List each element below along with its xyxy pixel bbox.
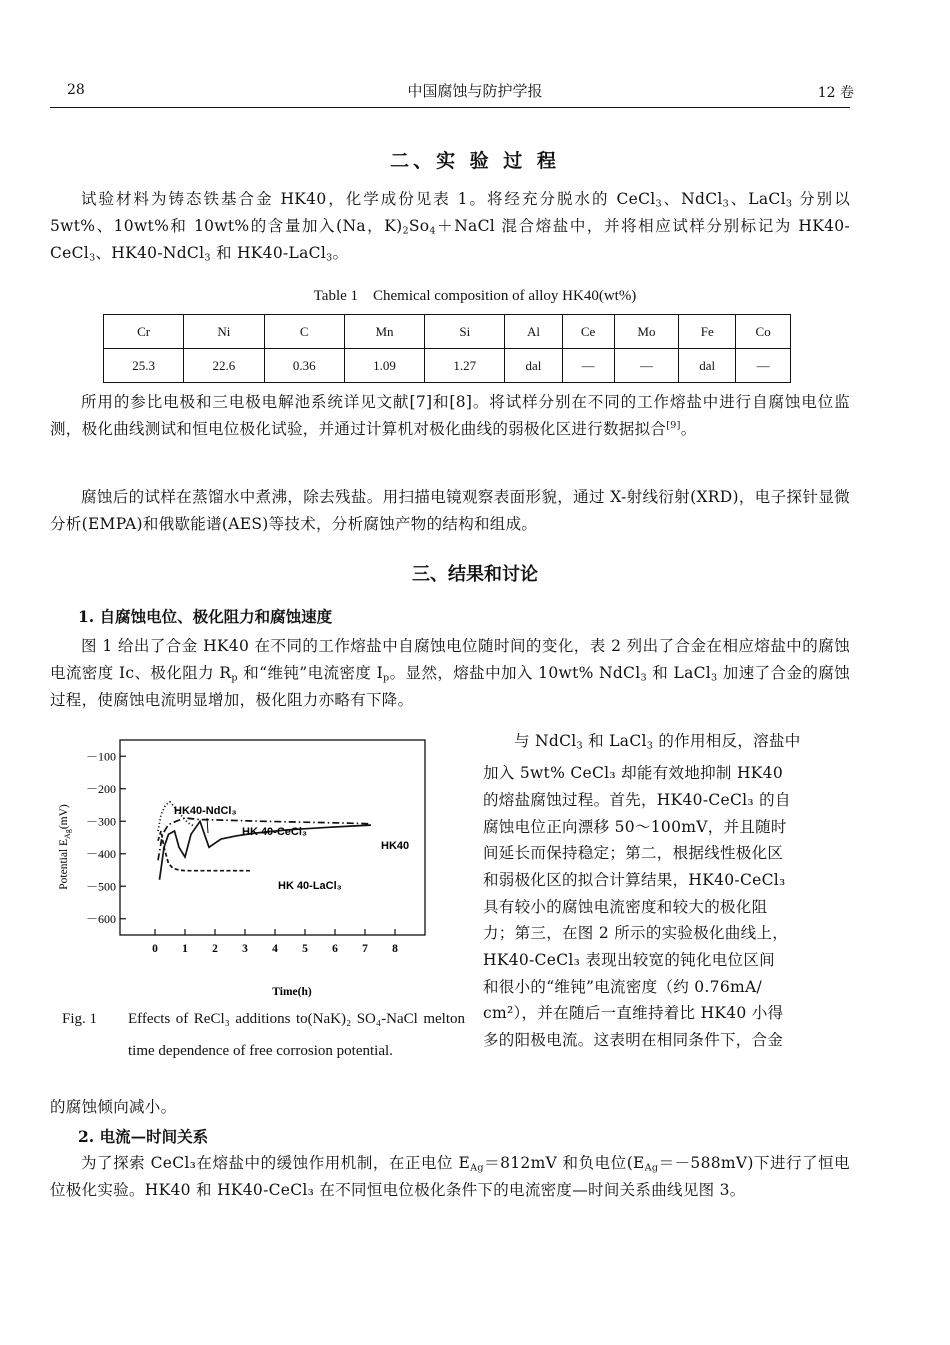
x-tick-label: 4: [272, 943, 278, 955]
series-label-hk40-cecl3: HK 40-CeCl₃: [242, 826, 307, 838]
x-axis-label: Time(h): [272, 986, 312, 998]
section-3-paragraph-1: 图 1 给出了合金 HK40 在不同的工作熔盐中自腐蚀电位随时间的变化，表 2 列出了合金在相应熔盐中的腐蚀电流密度 Ic、极化阻力 $R_p$ 和“维钝”电流密度 $I_p$。显然，熔盐中加入 10wt% NdCl$_3$ 和 LaCl$_3$ 加速了合金的腐蚀过程，使腐蚀电流明显增加，极化阻力亦略有下降。: [50, 637, 850, 709]
composition-table: [103, 314, 791, 383]
series-label-hk40-ndcl3: HK40-NdCl₃: [174, 805, 237, 817]
figure-1-caption-label: Fig. 1: [62, 1011, 98, 1027]
table-cell: —: [562, 349, 614, 383]
series-label-hk40-lacl3: HK 40-LaCl₃: [278, 880, 342, 892]
table-cell: 25.3: [104, 349, 184, 383]
discussion-right-column: 与 NdCl$_3$ 和 LaCl$_3$ 的作用相反，溶盐中 加入 5wt% CeCl₃ 却能有效地抑制 HK40 的熔盐腐蚀过程。首先，HK40-CeCl₃ 的自 腐蚀电位正向漂移 50～100mV，并且随时 间延长而保持稳定；第二，根据线性极化区 和弱极化区的拟合计算结果，HK40-CeCl₃ 具有较小的腐蚀电流密度和较大的极化阻 力；第三，在图 2 所示的实验极化曲线上， HK40-CeCl₃ 表现出较宽的钝化电位区间 和很小的“维钝”电流密度（约 0.76mA/ cm²），并在随后一直维持着比 HK40 小得 多的阳极电流。这表明在相同条件下，合金: [483, 732, 801, 1050]
table-header-cell: Ni: [184, 315, 264, 349]
table-header-cell: Mn: [344, 315, 424, 349]
section-2-paragraph-3: 腐蚀后的试样在蒸馏水中煮沸，除去残盐。用扫描电镜观察表面形貌，通过 X-射线衍射(XRD)，电子探针显微分析(EMPA)和俄歇能谱(AES)等技术，分析腐蚀产物的结构和组成。: [50, 488, 850, 533]
subsection-1-heading: 1. 自腐蚀电位、极化阻力和腐蚀速度: [78, 607, 333, 626]
x-tick-label: 3: [242, 943, 248, 955]
figure-1-chart: [50, 730, 470, 1000]
figure-1-caption: Effects of ReCl₃ additions to(NaK)₂ SO₄-NaCl melton time dependence of free corrosion potential.: [128, 1011, 465, 1059]
section-3-paragraph-2: 为了探索 CeCl₃在熔盐中的缓蚀作用机制，在正电位 $E_{Ag}=812mV$ 和负电位$(E_{Ag}=-588mV)$下进行了恒电位极化实验。HK40 和 HK40-CeCl₃ 在不同恒电位极化条件下的电流密度—时间关系曲线见图 3。: [50, 1154, 850, 1199]
table-header-cell: Al: [505, 315, 562, 349]
y-tick-label: －200: [85, 781, 116, 796]
table-cell: dal: [505, 349, 562, 383]
table-cell: 1.09: [344, 349, 424, 383]
table-cell: dal: [679, 349, 736, 383]
series-label-hk40: HK40: [381, 840, 410, 852]
table-header-cell: Si: [425, 315, 505, 349]
volume-label: 12 卷: [817, 85, 854, 101]
y-tick-label: －500: [85, 879, 116, 894]
x-tick-label: 7: [362, 943, 368, 955]
header-rule: [50, 107, 850, 108]
table-cell: —: [614, 349, 678, 383]
y-tick-label: －400: [85, 846, 116, 861]
table-header-cell: C: [264, 315, 344, 349]
table-header-cell: Co: [736, 315, 791, 349]
journal-title: 中国腐蚀与防护学报: [407, 82, 543, 100]
table-row: [104, 349, 791, 383]
y-tick-label: －600: [85, 911, 116, 926]
x-tick-label: 1: [182, 943, 188, 955]
table-cell: 1.27: [425, 349, 505, 383]
table-header-cell: Cr: [104, 315, 184, 349]
x-tick-label: 0: [152, 943, 158, 955]
x-tick-label: 8: [392, 943, 398, 955]
subsection-2-heading: 2. 电流—时间关系: [78, 1127, 209, 1146]
table-header-cell: Fe: [679, 315, 736, 349]
table-header-row: [104, 315, 791, 349]
table-header-cell: Mo: [614, 315, 678, 349]
x-tick-label: 5: [302, 943, 308, 955]
continued-text: 的腐蚀倾向减小。: [50, 1098, 177, 1116]
y-tick-label: －100: [85, 749, 116, 764]
section-2-title: 二、实 验 过 程: [390, 150, 560, 172]
series-line-hk40-lacl3: [158, 831, 251, 871]
page-number: 28: [67, 82, 85, 98]
table-1-caption: Table 1 Chemical composition of alloy HK40(wt%): [313, 288, 637, 304]
table-cell: 0.36: [264, 349, 344, 383]
section-2-paragraph-2: 所用的参比电极和三电极电解池系统详见文献[7]和[8]。将试样分别在不同的工作熔盐中进行自腐蚀电位监测，极化曲线测试和恒电位极化试验，并通过计算机对极化曲线的弱极化区进行数据拟合[9]。: [50, 393, 850, 438]
x-tick-label: 2: [212, 943, 218, 955]
table-cell: —: [736, 349, 791, 383]
table-header-cell: Ce: [562, 315, 614, 349]
y-tick-label: －300: [85, 814, 116, 829]
table-cell: 22.6: [184, 349, 264, 383]
section-3-title: 三、结果和讨论: [412, 564, 538, 585]
y-axis-label: Potential $E_{Ag}(mV)$: [58, 804, 72, 890]
x-tick-label: 6: [332, 943, 338, 955]
section-2-paragraph-1: 试验材料为铸态铁基合金 HK40，化学成份见表 1。将经充分脱水的 CeCl$_3$、NdCl$_3$、LaCl$_3$ 分别以 5wt%、10wt%和 10wt%的含量加入(Na，$K)_2So_4+NaCl$ 混合熔盐中，并将相应试样分别标记为 HK40-CeCl$_3$、HK40-NdCl$_3$ 和 HK40-LaCl$_3$。: [50, 190, 850, 264]
